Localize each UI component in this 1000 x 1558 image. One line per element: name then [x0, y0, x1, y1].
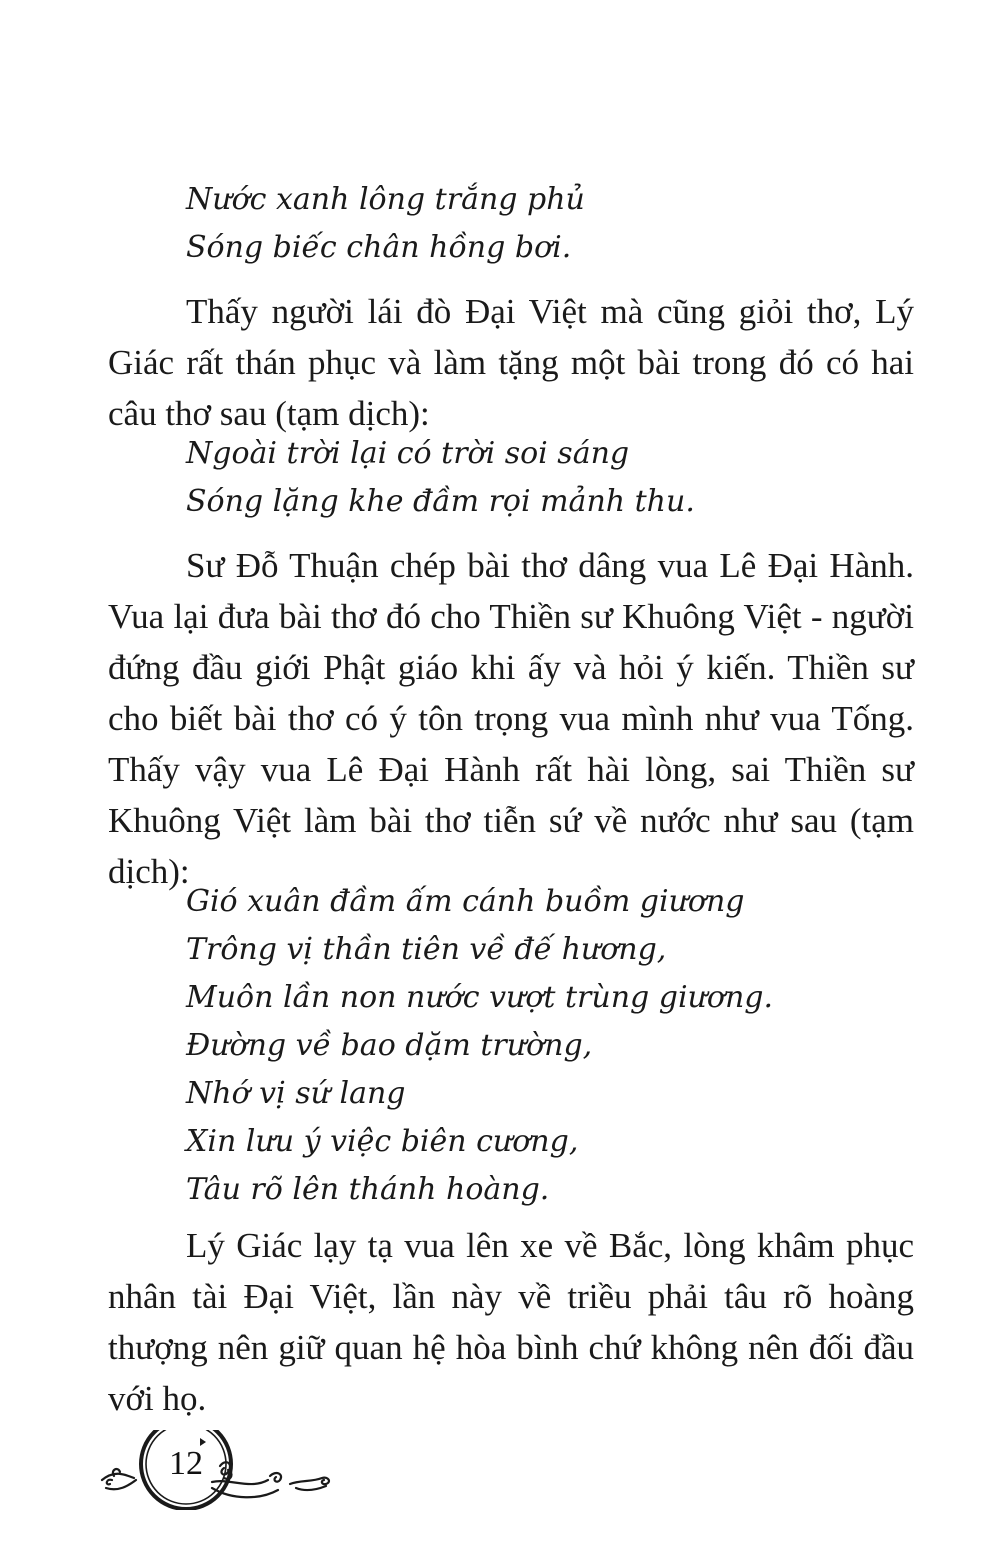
page-number-ornament [100, 1430, 340, 1510]
poem-line: Đường về bao dặm trường, [186, 1028, 593, 1063]
poem-excerpt-3 [186, 878, 946, 1214]
poem-line: Xin lưu ý việc biên cương, [186, 1124, 579, 1159]
poem-line: Trông vị thần tiên về đế hương, [186, 932, 667, 967]
paragraph: Sư Đỗ Thuận chép bài thơ dâng vua Lê Đại Hành. Vua lại đưa bài thơ đó cho Thiền sư Khuông Việt - người đứng đầu giới Phật giáo khi ấy và hỏi ý kiến. Thiền sư cho biết bài thơ có ý tôn trọng vua mình như vua Tống. Thấy vậy vua Lê Đại Hành rất hài lòng, sai Thiền sư Khuông Việt làm bài thơ tiễn sứ về nước như sau (tạm dịch): [108, 546, 914, 891]
poem-line: Muôn lần non nước vượt trùng giương. [186, 980, 774, 1015]
poem-line: Ngoài trời lại có trời soi sáng [186, 436, 630, 471]
poem-line: Sóng lặng khe đầm rọi mảnh thu. [186, 484, 695, 519]
page-number: 12 [169, 1445, 203, 1482]
poem-line: Nhớ vị sứ lang [186, 1076, 406, 1111]
poem-excerpt-2 [186, 430, 946, 526]
poem-line: Gió xuân đầm ấm cánh buồm giương [186, 884, 745, 919]
poem-excerpt-1 [186, 176, 946, 272]
poem-line: Nước xanh lông trắng phủ [186, 182, 585, 217]
poem-line: Sóng biếc chân hồng bơi. [186, 230, 572, 265]
poem-line: Tâu rõ lên thánh hoàng. [186, 1172, 550, 1207]
paragraph: Lý Giác lạy tạ vua lên xe về Bắc, lòng khâm phục nhân tài Đại Việt, lần này về triều phải tâu rõ hoàng thượng nên giữ quan hệ hòa bình chứ không nên đối đầu với họ. [108, 1226, 914, 1418]
paragraph: Thấy người lái đò Đại Việt mà cũng giỏi thơ, Lý Giác rất thán phục và làm tặng một bài trong đó có hai câu thơ sau (tạm dịch): [108, 292, 914, 433]
